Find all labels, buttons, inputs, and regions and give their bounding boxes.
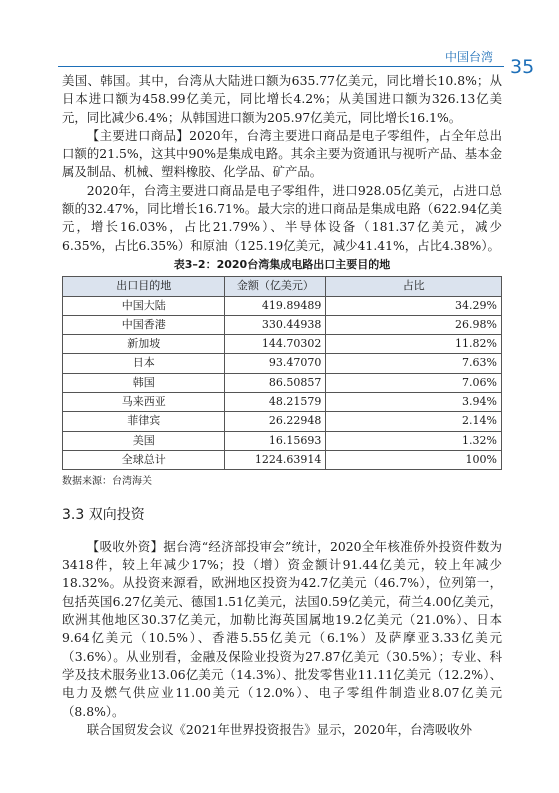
header-rule xyxy=(58,66,504,67)
cell-destination: 日本 xyxy=(63,354,225,373)
table-row xyxy=(63,315,502,334)
header-label: 中国台湾 xyxy=(445,50,494,64)
cell-amount: 419.89489 xyxy=(225,296,326,315)
paragraph-unctad-report: 联合国贸发会议《2021年世界投资报告》显示，2020年，台湾吸收外 xyxy=(86,721,473,737)
cell-amount: 16.15693 xyxy=(225,431,326,450)
paragraph-import-sources: 美国、韩国。其中，台湾从大陆进口额为635.77亿美元，同比增长10.8%；从日本进口额为458.99亿美元，同比增长4.2%；从美国进口额为326.13亿美元，同比减少6.4%；从韩国进口额为205.97亿美元，同比增长16.1%。 xyxy=(62,73,502,125)
cell-amount: 93.47070 xyxy=(225,354,326,373)
cell-destination: 马来西亚 xyxy=(63,393,225,412)
header-amount: 金额（亿美元） xyxy=(225,277,326,296)
cell-amount: 26.22948 xyxy=(225,412,326,431)
table-row xyxy=(63,393,502,412)
cell-share: 3.94% xyxy=(326,393,502,412)
table-row xyxy=(63,412,502,431)
cell-share: 26.98% xyxy=(326,315,502,334)
cell-share: 34.29% xyxy=(326,296,502,315)
table-row xyxy=(63,373,502,392)
cell-share: 1.32% xyxy=(326,431,502,450)
table-row xyxy=(63,431,502,450)
page-number: 35 xyxy=(510,56,535,78)
cell-destination: 中国香港 xyxy=(63,315,225,334)
cell-share: 100% xyxy=(326,450,502,469)
table-header-row xyxy=(63,277,502,296)
table-title: 表3–2：2020台湾集成电路出口主要目的地 xyxy=(173,257,391,271)
table-row xyxy=(63,354,502,373)
cell-amount: 144.70302 xyxy=(225,335,326,354)
table-row xyxy=(63,296,502,315)
cell-destination: 全球总计 xyxy=(63,450,225,469)
table-row-total xyxy=(63,450,502,469)
section-heading: 3.3 双向投资 xyxy=(62,506,145,523)
table-row xyxy=(63,335,502,354)
cell-share: 7.63% xyxy=(326,354,502,373)
cell-amount: 1224.63914 xyxy=(225,450,326,469)
paragraph-main-imports: 【主要进口商品】2020年，台湾主要进口商品是电子零组件，占全年总出口额的21.5%，这其中90%是集成电路。其余主要为资通讯与视听产品、基本金属及制品、机械、塑料橡胶、化学品、矿产品。 xyxy=(62,127,502,180)
paragraph-import-2020: 2020年，台湾主要进口商品是电子零组件，进口928.05亿美元，占进口总额的32.47%，同比增长16.71%。最大宗的进口商品是集成电路（622.94亿美元，增长16.03%，占比21.79%）、半导体设备（181.37亿美元，减少6.35%，占比6.35%）和原油（125.19亿美元，减少41.41%，占比4.38%）。 xyxy=(62,182,502,253)
header-destination: 出口目的地 xyxy=(63,277,225,296)
cell-amount: 330.44938 xyxy=(225,315,326,334)
paragraph-foreign-investment: 【吸收外资】据台湾“经济部投审会”统计，2020全年核准侨外投资件数为3418件，较上年减少17%；投（增）资金额计91.44亿美元，较上年减少18.32%。从投资来源看，欧洲地区投资为42.7亿美元（46.7%），位列第一，包括英国6.27亿美元、德国1.51亿美元，法国0.59亿美元，荷兰4.00亿美元，欧洲其他地区30.37亿美元，加勒比海英国属地19.2亿美元（21.0%）、日本9.64亿美元（10.5%）、香港5.55亿美元（6.1%）及萨摩亚3.33亿美元（3.6%）。从业别看，金融及保险业投资为27.87亿美元（30.5%）；专业、科学及技术服务业13.06亿美元（14.3%）、批发零售业11.11亿美元（12.2%）、电力及燃气供应业11.00美元（12.0%）、电子零组件制造业8.07亿美元（8.8%）。 xyxy=(62,538,502,719)
table-source: 数据来源：台湾海关 xyxy=(62,476,152,488)
cell-amount: 86.50857 xyxy=(225,373,326,392)
cell-share: 7.06% xyxy=(326,373,502,392)
cell-share: 11.82% xyxy=(326,335,502,354)
cell-destination: 美国 xyxy=(63,431,225,450)
header-share: 占比 xyxy=(326,277,502,296)
cell-amount: 48.21579 xyxy=(225,393,326,412)
page-content xyxy=(62,72,502,739)
ic-export-table xyxy=(62,276,502,470)
cell-share: 2.14% xyxy=(326,412,502,431)
cell-destination: 韩国 xyxy=(63,373,225,392)
cell-destination: 中国大陆 xyxy=(63,296,225,315)
cell-destination: 菲律宾 xyxy=(63,412,225,431)
cell-destination: 新加坡 xyxy=(63,335,225,354)
